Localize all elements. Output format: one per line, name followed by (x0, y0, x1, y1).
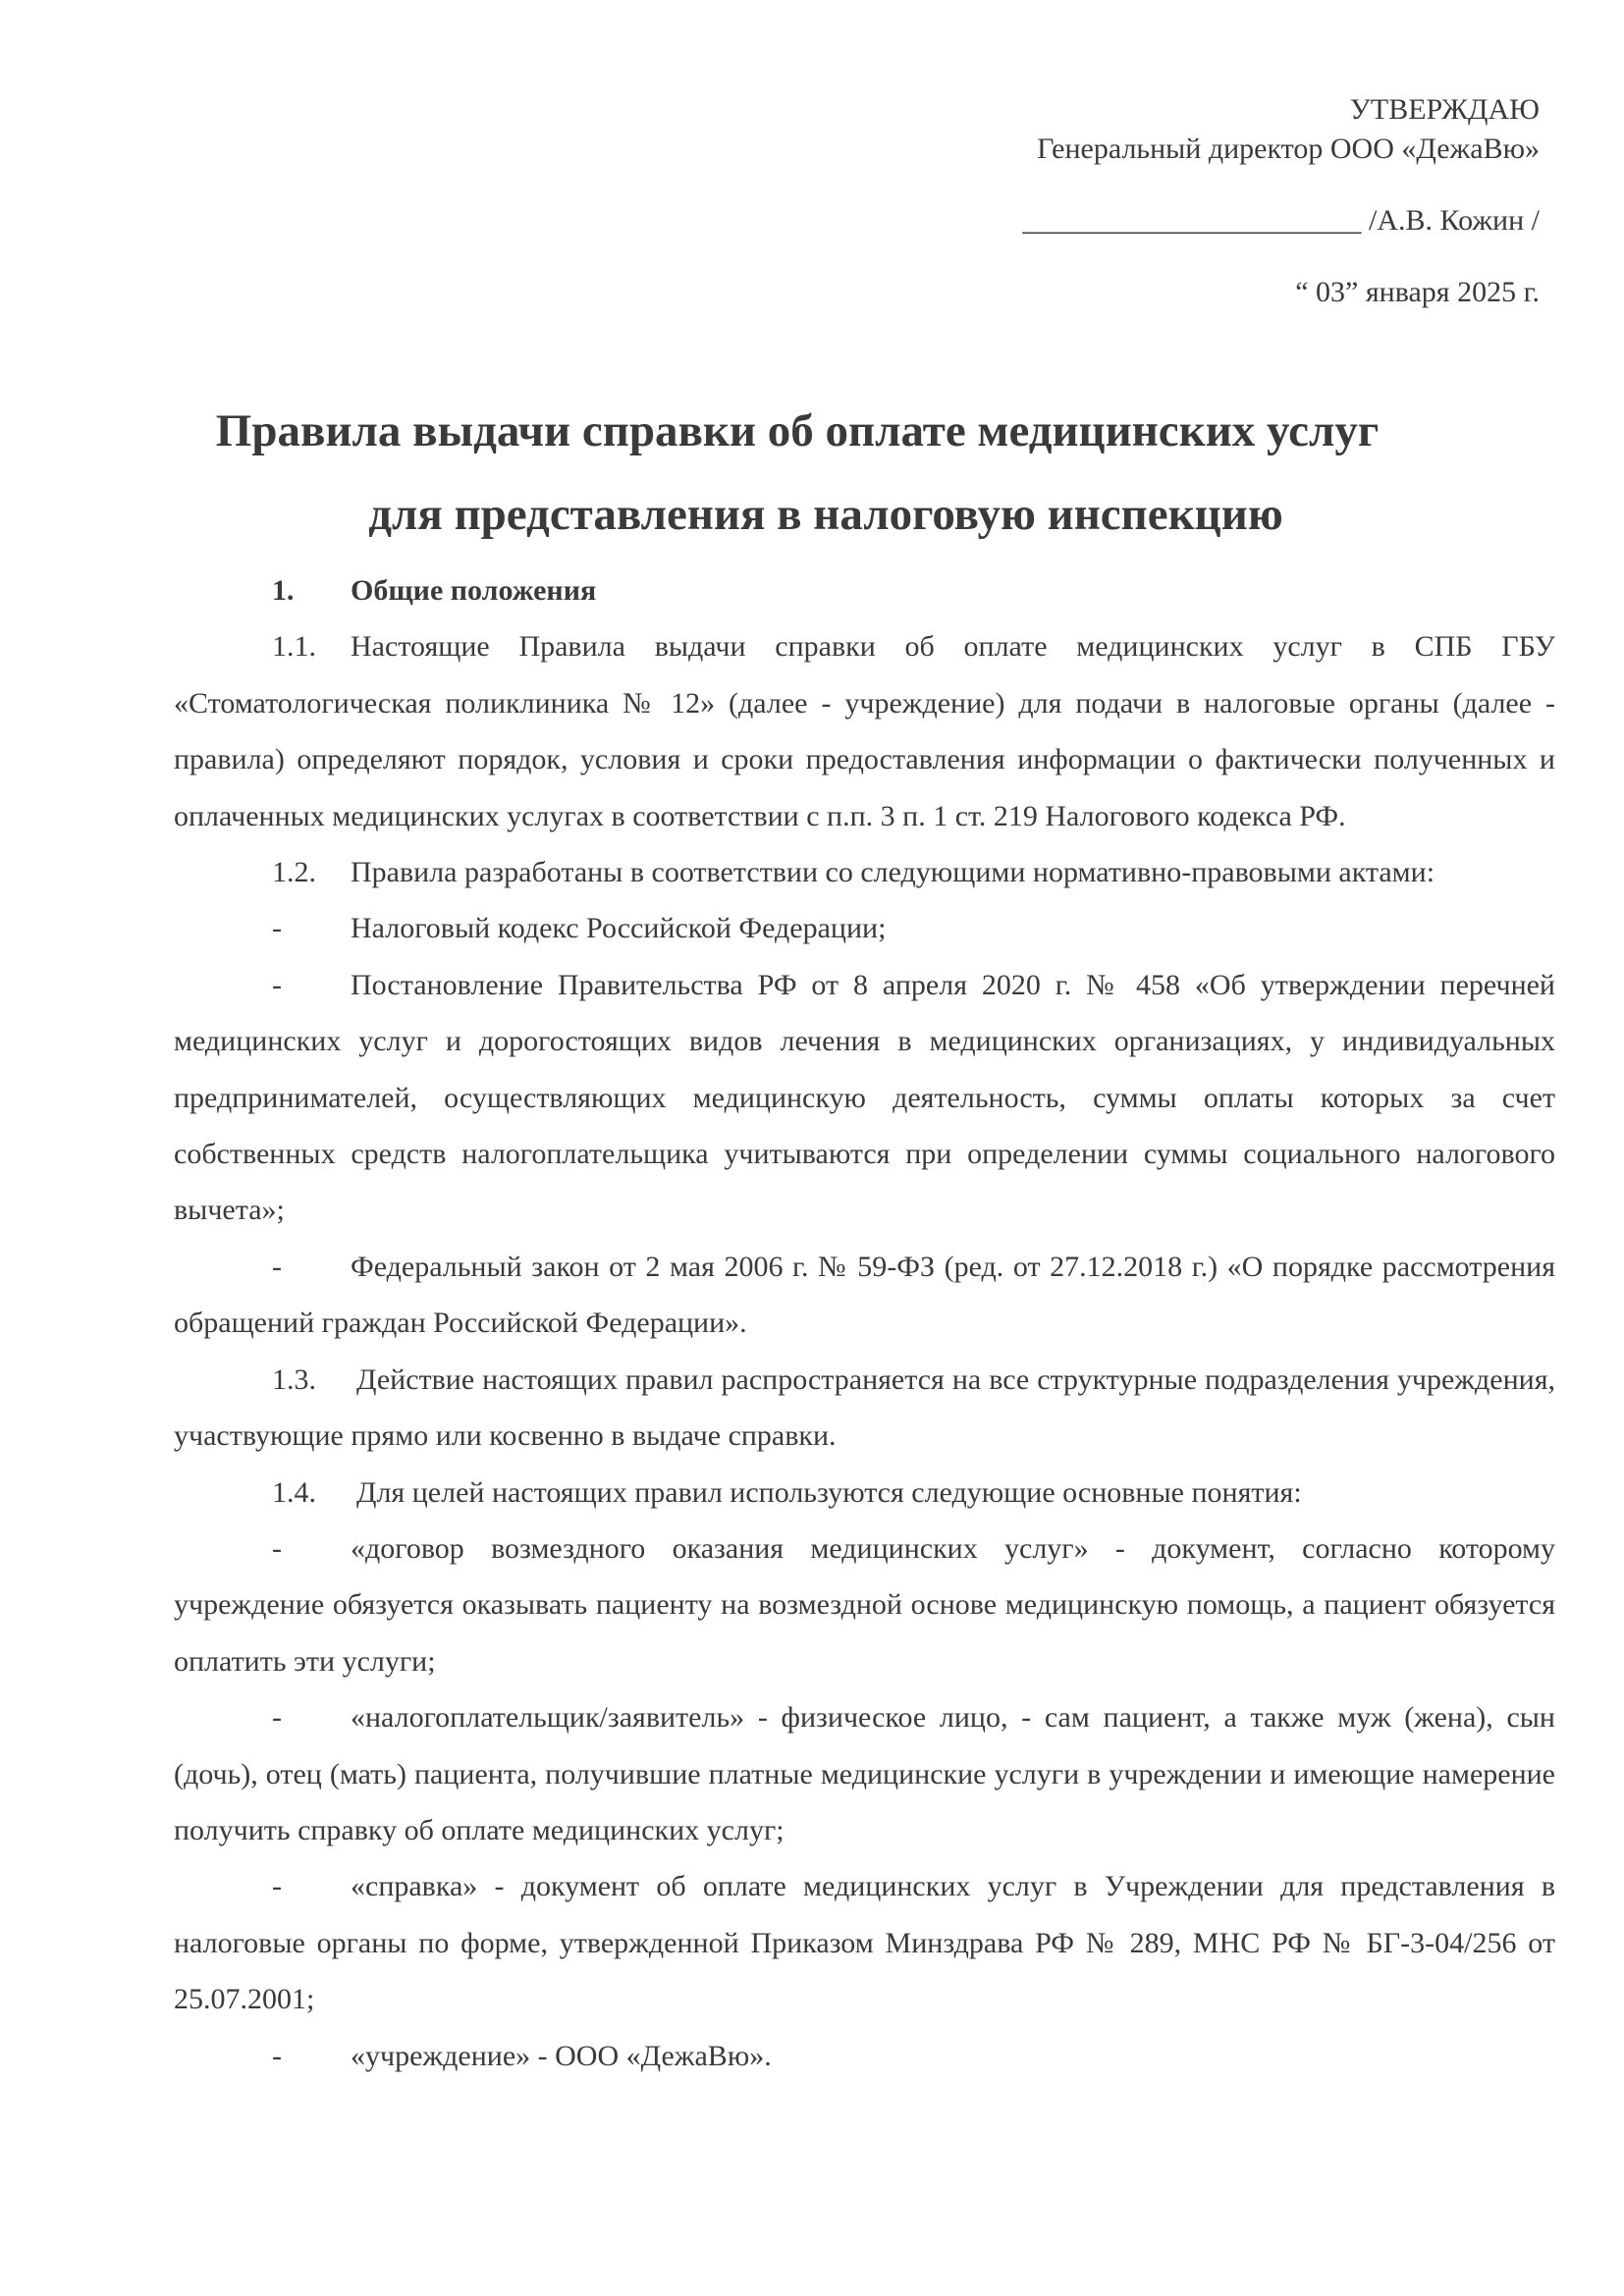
signature-line: _______________________ /А.В. Кожин / (1022, 204, 1540, 237)
list-dash: - (272, 968, 282, 1001)
approval-date: “ 03” января 2025 г. (1295, 276, 1540, 308)
list-item-text: «учреждение» - ООО «ДежаВю». (351, 2039, 772, 2072)
paragraph-1-4 (174, 1465, 1555, 1521)
paragraph-text: Действие настоящих правил распространяется на все структурные подразделения учреждения, участвующие прямо или косвенно в выдаче справки. (174, 1362, 1555, 1453)
paragraph-number: 1.1. (272, 630, 316, 664)
list-item (174, 1858, 1555, 2027)
approval-heading: УТВЕРЖДАЮ (1349, 93, 1540, 126)
section-heading (174, 562, 1555, 618)
paragraph-number: 1.3. (272, 1362, 316, 1396)
list-dash: - (272, 2039, 282, 2072)
list-item-text: Постановление Правительства РФ от 8 апреля 2020 г. № 458 «Об утверждении перечней медицинских услуг и дорогостоящих видов лечения в медицинских организациях, у индивидуальных предпринимателей, осуществляющих медицинскую деятельность, суммы оплаты которых за счет собственных средств налогоплательщика учитываются при определении суммы социального налогового вычета»; (174, 968, 1555, 1227)
paragraph-text: Правила разработаны в соответствии со следующими нормативно-правовыми актами: (351, 856, 1435, 889)
list-item (174, 957, 1555, 1239)
list-item (174, 1689, 1555, 1858)
section-title: Общие положения (351, 574, 597, 607)
list-dash: - (272, 912, 282, 945)
paragraph-1-3 (174, 1352, 1555, 1465)
list-item-text: «договор возмездного оказания медицинских услуг» - документ, согласно которому учреждение обязуется оказывать пациенту на возмездной основе медицинскую помощь, а пациент обязуется оплатить эти услуги; (174, 1531, 1555, 1678)
list-item (174, 1521, 1555, 1689)
paragraph-1-1 (174, 618, 1555, 844)
list-dash: - (272, 1531, 282, 1565)
list-item-text: Федеральный закон от 2 мая 2006 г. № 59-ФЗ (ред. от 27.12.2018 г.) «О порядке рассмотрения обращений граждан Российской Федерации». (174, 1250, 1555, 1340)
paragraph-number: 1.2. (272, 856, 316, 889)
list-dash: - (272, 1250, 282, 1283)
document-body (174, 562, 1555, 2084)
list-item (174, 2028, 1555, 2084)
paragraph-number: 1.4. (272, 1475, 316, 1509)
list-dash: - (272, 1870, 282, 1903)
paragraph-text: Для целей настоящих правил используются следующие основные понятия: (356, 1475, 1302, 1509)
paragraph-1-2 (174, 844, 1555, 900)
paragraph-text: Настоящие Правила выдачи справки об оплате медицинских услуг в СПБ ГБУ «Стоматологическая поликлиника № 12» (далее - учреждение) для подачи в налоговые органы (далее - правила) определяют порядок, условия и сроки предоставления информации о фактически полученных и оплаченных медицинских услугах в соответствии с п.п. 3 п. 1 ст. 219 Налогового кодекса РФ. (174, 630, 1555, 832)
approver-position: Генеральный директор ООО «ДежаВю» (1037, 133, 1540, 165)
list-item-text: «справка» - документ об оплате медицинских услуг в Учреждении для представления в налоговые органы по форме, утвержденной Приказом Минздрава РФ № 289, МНС РФ № БГ-3-04/256 от 25.07.2001; (174, 1870, 1555, 2016)
list-item (174, 900, 1555, 956)
document-title-line-1: Правила выдачи справки об оплате медицинских услуг (215, 405, 1380, 456)
list-item-text: «налогоплательщик/заявитель» - физическое лицо, - сам пациент, а также муж (жена), сын (дочь), отец (мать) пациента, получившие платные медицинские услуги в учреждении и имеющие намерение получить справку об оплате медицинских услуг; (174, 1701, 1555, 1846)
list-dash: - (272, 1701, 282, 1735)
list-item (174, 1239, 1555, 1352)
section-number: 1. (272, 574, 295, 607)
document-title-line-2: для представления в налоговую инспекцию (368, 489, 1283, 540)
approval-block (1023, 90, 1540, 312)
list-item-text: Налоговый кодекс Российской Федерации; (351, 912, 887, 945)
